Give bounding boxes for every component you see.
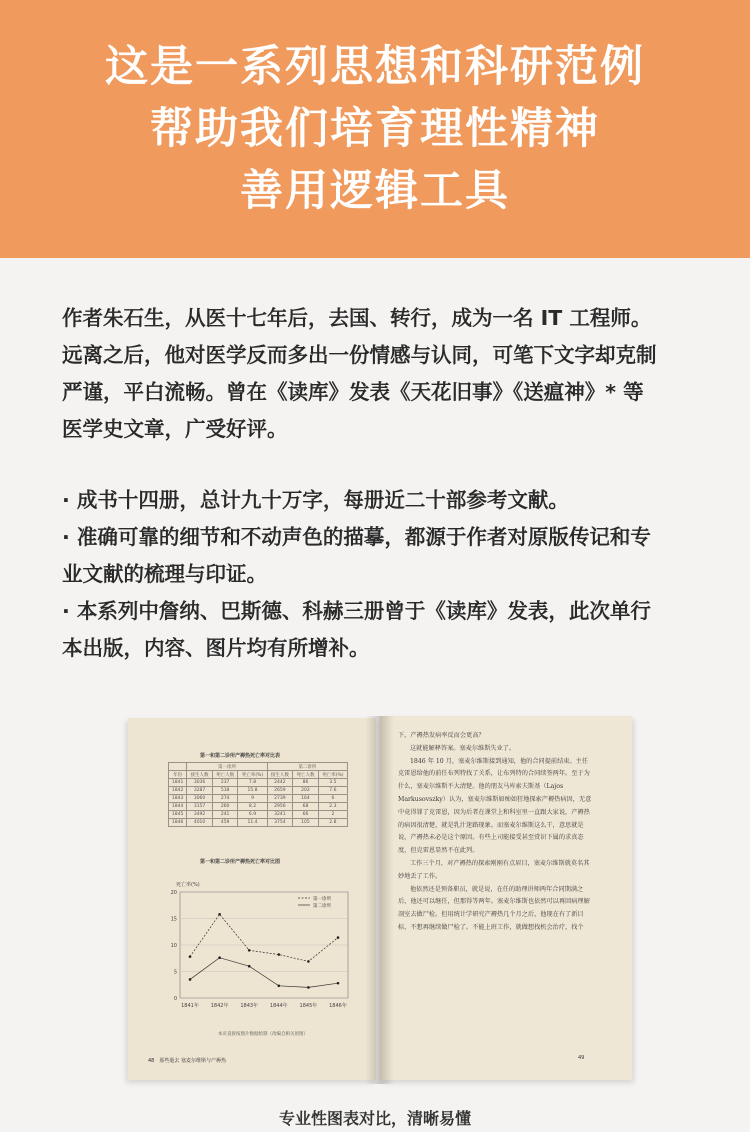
table-cell: 6 [318, 795, 347, 803]
table-column-header: 死亡人数 [293, 771, 319, 779]
image-caption: 专业性图表对比，清晰易懂 [278, 1109, 471, 1128]
table-column-header: 死亡率(%) [318, 771, 347, 779]
chart-source-note: 本页直接按图片数据绘制（改编自相关原图） [218, 1032, 308, 1037]
table-cell: 3492 [187, 811, 213, 819]
table-title: 第一和第二诊所产褥热死亡率对比表 [200, 753, 281, 759]
right-page-text [398, 730, 594, 935]
data-point [189, 955, 192, 958]
table-cell: 2659 [267, 787, 293, 795]
table-column-header: 接生人数 [267, 771, 293, 779]
bullet-line: · 准确可靠的细节和不动声色的描摹，都源于作者对原版传记和专 [62, 525, 651, 549]
table-cell: 2.8 [318, 819, 347, 827]
bullet-line: 业文献的梳理与印证。 [62, 562, 267, 586]
table-cell: 2956 [267, 803, 293, 811]
table-cell: 68 [293, 803, 319, 811]
table-row [169, 795, 348, 803]
table-cell: 2739 [267, 795, 293, 803]
intro-line: 远离之后，他对医学反而多出一份情感与认同，可笔下文字却克制 [62, 343, 657, 367]
intro-paragraph [62, 300, 702, 448]
series-line [190, 958, 338, 988]
legend-label: 第二诊所 [313, 904, 331, 909]
table-column-header: 接生人数 [187, 771, 213, 779]
mortality-line-chart [158, 868, 358, 1028]
table-cell: 1845 [169, 811, 187, 819]
table-cell: 3157 [187, 803, 213, 811]
table-cell: 3287 [187, 787, 213, 795]
x-tick-label: 1844年 [269, 1003, 288, 1009]
table-cell: 9 [238, 795, 267, 803]
table-cell: 7.8 [238, 779, 267, 787]
bullet-line: 本出版，内容、图片均有所增补。 [62, 636, 370, 660]
text-paragraph: 他依然还是预备职员，就是说，在任的助理讲师两年合同期满之后，他还可以继任，但那得等两年。塞麦尔维斯也依然可以再回病理解剖室去做尸检。但用统计学研究产褥热几个月之后，他现在有了新目标，不想再继续做尸检了。不能上班工作，就做想找机会治疗，找个 [398, 885, 590, 931]
bullet-line: · 成书十四册，总计九十万字，每册近二十部参考文献。 [62, 488, 569, 512]
table-cell: 1846 [169, 819, 187, 827]
intro-line: 作者朱石生，从医十七年后，去国、转行，成为一名 IT 工程师。 [62, 306, 652, 330]
x-tick-label: 1841年 [181, 1003, 199, 1009]
book-gutter-shadow [366, 716, 394, 1084]
y-tick-label: 10 [170, 943, 177, 949]
table-group-header: 第二诊所 [267, 763, 347, 771]
table-group-header: 第一诊所 [187, 763, 267, 771]
text-paragraph: 1846 年 10 月，塞麦尔维斯接到通知，他的合同提前结束。主任克雷恩给他的前任布列特找了关系，让布列特的合同续签两年。至于为什么，塞麦尔维斯不大清楚。他的朋友马库索夫斯基（Lajos Markusovszky）认为，塞麦尔维斯如痴如狂地探索产褥热病因，无意中竟得罪了克雷恩，因为后者在课堂上和科室里一直跟大家说，产褥热的病因很清楚，就是乳汁迷路现象。而塞麦尔维斯这么干，意思就是说，产褥热未必是这个原因。有些上司能接受甚至赏识下属的求真态度，但克雷恩显然不在此列。 [398, 757, 592, 855]
text-paragraph: 下，产褥热发病率反而会更高？ [398, 732, 485, 739]
legend-label: 第一诊所 [313, 897, 331, 902]
table-cell: 241 [212, 811, 238, 819]
table-cell: 7.6 [318, 787, 347, 795]
table-cell: 11.4 [238, 819, 267, 827]
table-cell: 518 [212, 787, 238, 795]
x-tick-label: 1843年 [240, 1003, 259, 1009]
intro-line: 医学史文章，广受好评。 [62, 417, 288, 441]
banner-line-2: 帮助我们培育理性精神 [150, 104, 600, 154]
table-cell: 1841 [169, 779, 187, 787]
table-cell: 3.5 [318, 779, 347, 787]
table-cell: 237 [212, 779, 238, 787]
y-tick-label: 5 [173, 969, 177, 976]
bullet-line: · 本系列中詹纳、巴斯德、科赫三册曾于《读库》发表，此次单行 [62, 599, 651, 623]
left-page-footer: 48 那些逝去 塞麦尔维斯与产褥热 [148, 1058, 226, 1064]
table-cell: 260 [212, 803, 238, 811]
x-tick-label: 1842年 [210, 1003, 229, 1009]
data-point [248, 965, 251, 968]
open-book-photo [126, 716, 634, 1084]
text-paragraph: 工作三个月，对产褥热的探索刚刚有点眉目，塞麦尔维斯就莫名其妙地丢了工作。 [398, 859, 590, 880]
chart-title: 第一和第二诊所产褥热死亡率对比图 [200, 859, 281, 865]
intro-line: 严谨，平白流畅。曾在《读库》发表《天花旧事》《送瘟神》* 等 [62, 380, 644, 404]
right-page-number: 49 [578, 1055, 585, 1061]
table-cell: 1844 [169, 803, 187, 811]
table-row [169, 787, 348, 795]
data-point [218, 956, 221, 959]
table-column-header: 年份 [169, 771, 187, 779]
table-cell: 8.2 [238, 803, 267, 811]
table-cell: 459 [212, 819, 238, 827]
banner-line-1: 这是一系列思想和科研范例 [105, 42, 645, 92]
y-tick-label: 20 [170, 890, 177, 896]
table-blank-cell [169, 763, 187, 771]
table-column-header: 死亡率(%) [238, 771, 267, 779]
feature-bullets [62, 482, 702, 667]
table-cell: 86 [293, 779, 319, 787]
data-point [307, 986, 310, 989]
table-cell: 3754 [267, 819, 293, 827]
y-tick-label: 15 [170, 916, 177, 923]
text-paragraph: 这就能解释答案。塞麦尔维斯失业了。 [410, 744, 516, 752]
header-banner [0, 0, 750, 258]
y-tick-label: 0 [173, 996, 177, 1002]
banner-line-3: 善用逻辑工具 [240, 166, 510, 216]
table-cell: 1843 [169, 795, 187, 803]
table-row [169, 811, 348, 819]
data-point [278, 985, 281, 988]
table-cell: 3060 [187, 795, 213, 803]
table-cell: 274 [212, 795, 238, 803]
data-point [307, 960, 310, 963]
table-row [169, 779, 348, 787]
y-axis-label: 死亡率(%) [176, 882, 200, 888]
series-line [190, 914, 338, 961]
table-cell: 2 [318, 811, 347, 819]
table-cell: 164 [293, 795, 319, 803]
table-cell: 3241 [267, 811, 293, 819]
mortality-table [168, 762, 348, 827]
data-point [278, 953, 281, 956]
table-cell: 2.3 [318, 803, 347, 811]
table-row [169, 819, 348, 827]
table-row [169, 803, 348, 811]
table-cell: 2442 [267, 779, 293, 787]
data-point [189, 978, 192, 981]
data-point [248, 949, 251, 952]
table-cell: 6.9 [238, 811, 267, 819]
data-point [337, 936, 340, 939]
table-cell: 4010 [187, 819, 213, 827]
book-left-page [128, 718, 376, 1080]
data-point [337, 982, 340, 985]
table-cell: 1842 [169, 787, 187, 795]
table-cell: 15.8 [238, 787, 267, 795]
table-cell: 3036 [187, 779, 213, 787]
table-cell: 66 [293, 811, 319, 819]
x-tick-label: 1845年 [299, 1003, 318, 1009]
data-point [218, 913, 221, 916]
x-tick-label: 1846年 [329, 1003, 347, 1009]
table-cell: 105 [293, 819, 319, 827]
table-cell: 202 [293, 787, 319, 795]
table-column-header: 死亡人数 [212, 771, 238, 779]
